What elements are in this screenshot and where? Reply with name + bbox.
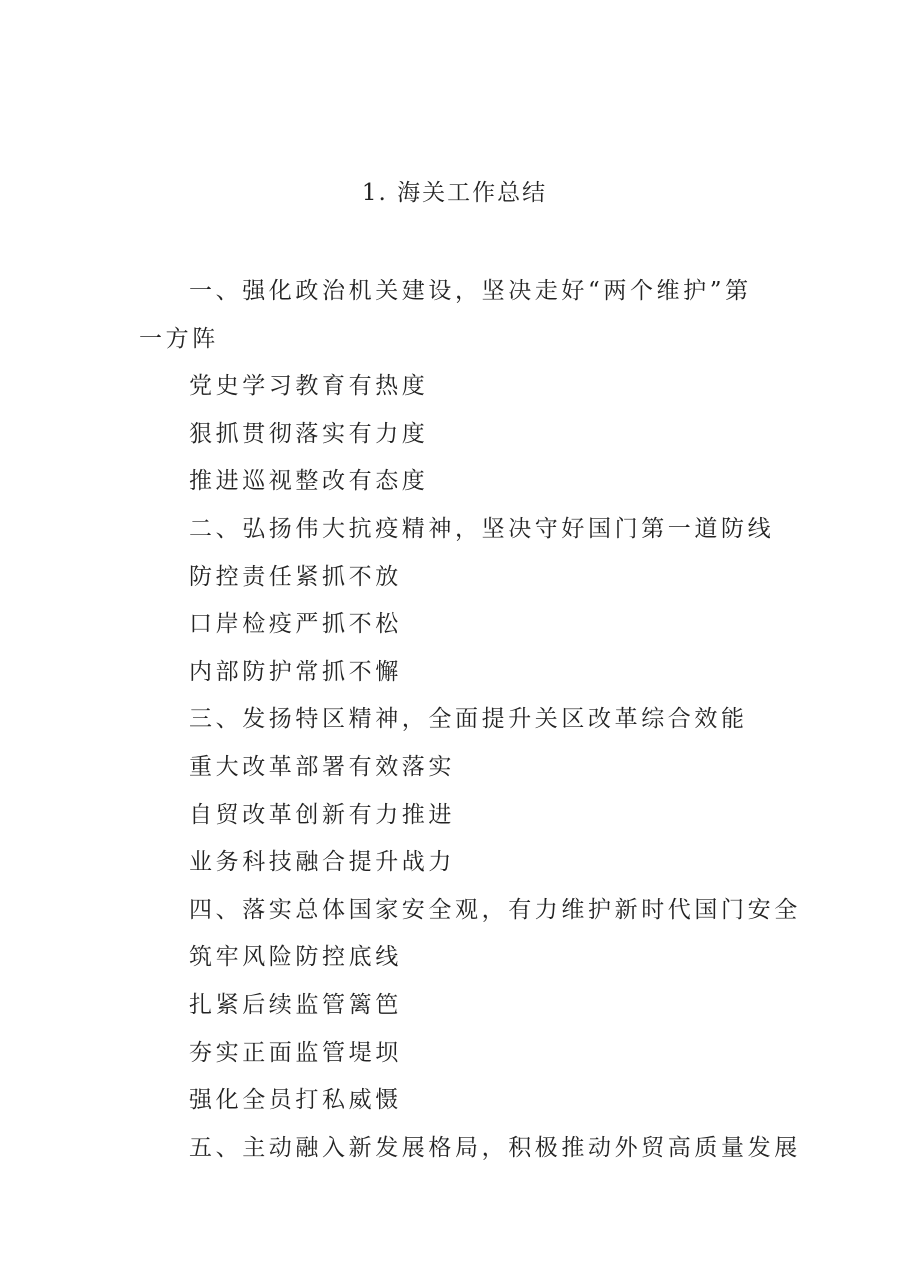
list-item: 重大改革部署有效落实	[189, 753, 455, 780]
section-heading-1: 一、强化政治机关建设，坚决走好“两个维护”第一方阵	[139, 278, 752, 352]
list-item: 扎紧后续监管篱笆	[189, 991, 402, 1018]
list-item: 夯实正面监管堤坝	[189, 1039, 402, 1066]
list-item: 防控责任紧抓不放	[189, 563, 402, 590]
section-heading-4: 四、落实总体国家安全观，有力维护新时代国门安全	[189, 896, 801, 923]
page-title: 1. 海关工作总结	[361, 180, 548, 206]
list-item: 狠抓贯彻落实有力度	[189, 420, 429, 447]
list-item: 口岸检疫严抓不松	[189, 611, 402, 638]
document-body	[139, 268, 801, 1172]
list-item: 内部防护常抓不懈	[189, 658, 402, 685]
section-heading-5: 五、主动融入新发展格局，积极推动外贸高质量发展	[189, 1134, 801, 1161]
section-heading-3: 三、发扬特区精神，全面提升关区改革综合效能	[189, 706, 748, 733]
list-item: 强化全员打私威慑	[189, 1087, 402, 1114]
list-item: 推进巡视整改有态度	[189, 468, 429, 495]
list-item: 筑牢风险防控底线	[189, 944, 402, 971]
list-item: 党史学习教育有热度	[189, 373, 429, 400]
list-item: 自贸改革创新有力推进	[189, 801, 455, 828]
section-heading-2: 二、弘扬伟大抗疫精神，坚决守好国门第一道防线	[189, 515, 775, 542]
list-item: 业务科技融合提升战力	[189, 849, 455, 876]
